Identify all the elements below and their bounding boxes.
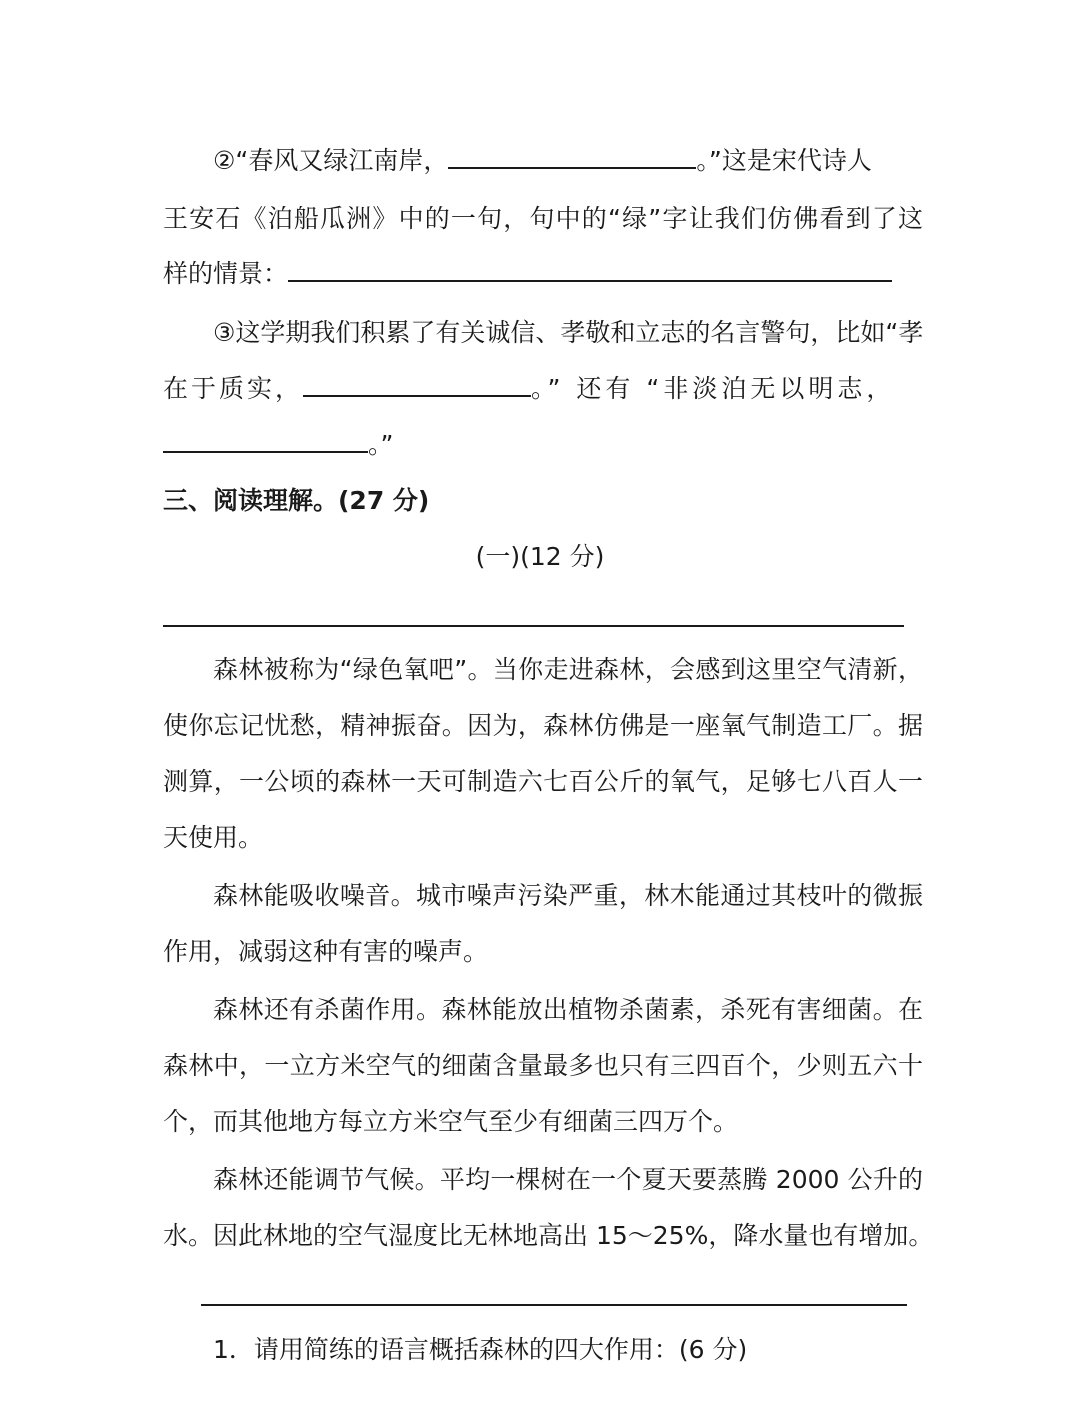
fill-blank[interactable] bbox=[448, 141, 696, 169]
passage-p1-line2: 使你忘记忧愁，精神振奋。因为，森林仿佛是一座氧气制造工厂。据 bbox=[163, 711, 923, 740]
passage-p3-line2: 森林中，一立方米空气的细菌含量最多也只有三四百个，少则五六十 bbox=[163, 1051, 923, 1080]
passage-p1-line4: 天使用。 bbox=[163, 823, 264, 852]
question-1: 1．请用简练的语言概括森林的四大作用：(6 分) bbox=[213, 1335, 748, 1364]
item3-line3 bbox=[163, 425, 923, 465]
item3-line1: ③这学期我们积累了有关诚信、孝敬和立志的名言警句，比如“孝 bbox=[213, 318, 924, 347]
passage-p3-line3: 个，而其他地方每立方米空气至少有细菌三四万个。 bbox=[163, 1107, 739, 1136]
item3-line2 bbox=[163, 369, 923, 409]
section-heading: 三、阅读理解。(27 分) bbox=[163, 486, 430, 515]
divider-bottom bbox=[201, 1304, 907, 1306]
divider-top bbox=[163, 625, 904, 627]
text: 在于质实， bbox=[163, 374, 304, 403]
text: 。” 还有 “非淡泊无以明志， bbox=[531, 374, 896, 403]
subsection-title: (一)(12 分) bbox=[475, 542, 605, 571]
passage-p1-line1: 森林被称为“绿色氧吧”。当你走进森林，会感到这里空气清新， bbox=[213, 655, 923, 684]
text: 样的情景： bbox=[163, 259, 289, 288]
fill-blank[interactable] bbox=[288, 254, 892, 282]
passage-p4-line2: 水。因此林地的空气湿度比无林地高出 15～25%，降水量也有增加。 bbox=[163, 1221, 934, 1250]
item2-line1 bbox=[213, 141, 923, 181]
passage-p2-line2: 作用，减弱这种有害的噪声。 bbox=[163, 937, 489, 966]
passage-p2-line1: 森林能吸收噪音。城市噪声污染严重，林木能通过其枝叶的微振 bbox=[213, 881, 923, 910]
passage-p3-line1: 森林还有杀菌作用。森林能放出植物杀菌素，杀死有害细菌。在 bbox=[213, 995, 923, 1024]
text: ②“春风又绿江南岸， bbox=[213, 146, 449, 175]
fill-blank[interactable] bbox=[303, 369, 531, 397]
item2-line2: 王安石《泊船瓜洲》中的一句，句中的“绿”字让我们仿佛看到了这 bbox=[163, 204, 923, 233]
fill-blank[interactable] bbox=[163, 425, 368, 453]
passage-p4-line1: 森林还能调节气候。平均一棵树在一个夏天要蒸腾 2000 公升的 bbox=[213, 1165, 923, 1194]
passage-p1-line3: 测算，一公顷的森林一天可制造六七百公斤的氧气，足够七八百人一 bbox=[163, 767, 923, 796]
text: 。” bbox=[368, 430, 394, 459]
item2-line3 bbox=[163, 254, 923, 294]
text: 。”这是宋代诗人 bbox=[696, 146, 872, 175]
